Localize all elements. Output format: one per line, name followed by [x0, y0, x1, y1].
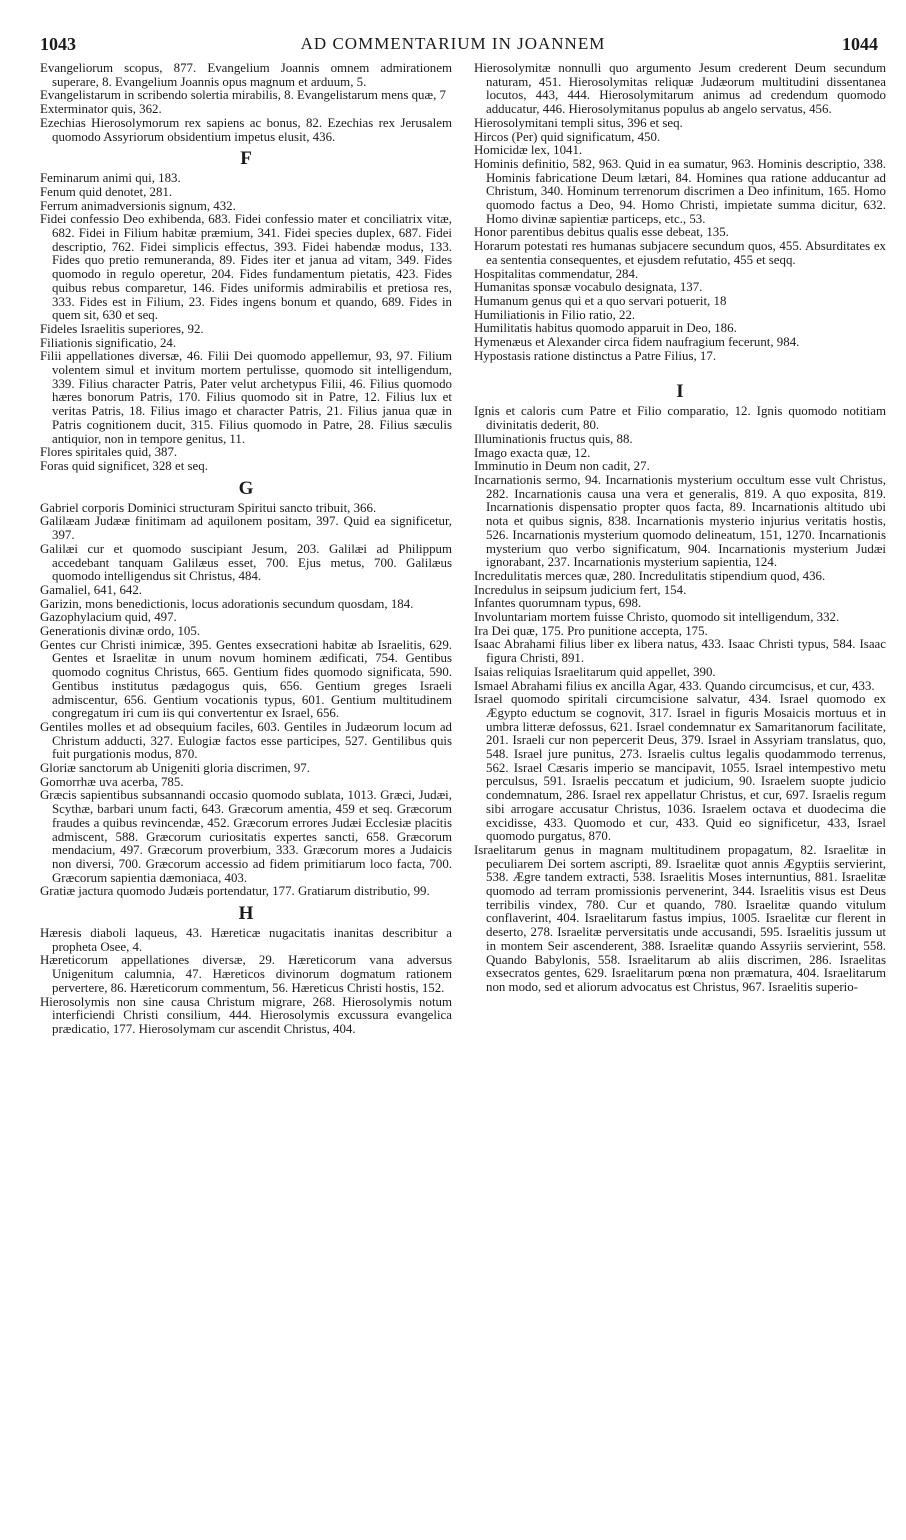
section-e — [40, 62, 452, 144]
index-entry: Incarnationis sermo, 94. Incarnationis mysterium occultum esse vult Christus, 282. Incarnationis causa una vera et generalis, 819. A quo exposita, 819. Incarnationis dispensatio propter quos facta, 89. Incarnationis altitudo ubi nota et quibus signis, 838. Incarnationis mysterio injurius veritatis hostis, 526. Incarnationis mysterium quomodo delineatum, 151, 1270. Incarnationis mysterium quo verbo significatum, 904. Incarnationis mysterium Judæi ignorabant, 237. Incarnationis mysterium sapientia, 124. — [474, 472, 886, 570]
index-entry: Humiliationis in Filio ratio, 22. — [474, 307, 636, 322]
section-h — [40, 927, 452, 1037]
index-entry: Hierosolymitæ nonnulli quo argumento Jesum crederent Deum secundum naturam, 451. Hierosolymitas reliquæ Judæorum multitudini dissentanea locutos, 443, 444. Hierosolymitarum animus ad credendum quomodo adducatur, 446. Hierosolymitanus populus ab angelo servatus, 456. — [474, 62, 886, 117]
index-entry: Hircos (Per) quid significatum, 450. — [474, 129, 661, 144]
index-entry: Homicidæ lex, 1041. — [474, 143, 583, 158]
index-entry: Fideles Israelitis superiores, 92. — [40, 321, 204, 336]
index-entry: Imminutio in Deum non cadit, 27. — [474, 459, 650, 474]
section-letter-g: G — [238, 477, 254, 499]
index-entry: Evangelistarum in scribendo solertia mirabilis, 8. Evangelistarum mens quæ, 7 — [40, 88, 446, 103]
index-entry: Gratiæ jactura quomodo Judæis portendatur, 177. Gratiarum distributio, 99. — [40, 884, 430, 899]
index-entry: Ira Dei quæ, 175. Pro punitione accepta, 175. — [474, 623, 708, 638]
section-letter-f: F — [240, 148, 252, 170]
index-entry: Hymenæus et Alexander circa fidem naufragium fecerunt, 984. — [474, 335, 800, 350]
index-entry: Galilæam Judææ finitimam ad aquilonem positam, 397. Quid ea significetur, 397. — [40, 514, 452, 543]
index-entry: Gloriæ sanctorum ab Unigeniti gloria discrimen, 97. — [40, 761, 310, 776]
index-entry: Fenum quid denotet, 281. — [40, 184, 173, 199]
index-entry: Honor parentibus debitus qualis esse debeat, 135. — [474, 225, 729, 240]
index-entry: Hospitalitas commendatur, 284. — [474, 266, 639, 281]
index-entry: Foras quid significet, 328 et seq. — [40, 458, 208, 473]
index-entry: Ferrum animadversionis signum, 432. — [40, 198, 236, 213]
running-title: AD COMMENTARIUM IN JOANNEM — [300, 34, 606, 53]
index-entry: Humilitatis habitus quomodo apparuit in Deo, 186. — [474, 321, 737, 336]
index-entry: Imago exacta quæ, 12. — [474, 445, 591, 460]
index-entry: Isaac Abrahami filius liber ex libera natus, 433. Isaac Christi typus, 584. Isaac figura Christi, 891. — [474, 637, 886, 666]
index-entry: Fidei confessio Deo exhibenda, 683. Fidei confessio mater et conciliatrix vitæ, 682. Fidei in Filium habitæ præmium, 341. Fidei species duplex, 687. Fidei descriptio, 762. Fidei simplicis effectus, 393. Fidei habendæ modus, 133. Fides quo pretio remuneranda, 89. Fides iter et janua ad vitam, 349. Fides quomodo in regulo operetur, 204. Fides fundamentum pietatis, 423. Fides quibus rebus comparetur, 146. Fides uniformis admirabilis et pretiosa res, 333. Fides est in Filium, 23. Fides ingens bonum et quando, 689. Fides in quem sit, 630 et seq. — [40, 212, 452, 323]
index-entry: Involuntariam mortem fuisse Christo, quomodo sit intelligendum, 332. — [474, 610, 840, 625]
index-entry: Ismael Abrahami filius ex ancilla Agar, 433. Quando circumcisus, et cur, 433. — [474, 678, 875, 693]
index-entry: Feminarum animi qui, 183. — [40, 171, 181, 186]
index-entry: Generationis divinæ ordo, 105. — [40, 624, 201, 639]
index-entry: Hierosolymis non sine causa Christum migrare, 268. Hierosolymis notum interficiendi Christi consilium, 444. Hierosolymis excussura evangelica prædicatio, 177. Hierosolymam cur ascendit Christus, 404. — [40, 994, 452, 1036]
index-entry: Exterminator quis, 362. — [40, 102, 162, 117]
spacer — [474, 363, 886, 377]
section-f — [40, 172, 452, 473]
index-entry: Gomorrhæ uva acerba, 785. — [40, 774, 184, 789]
section-g — [40, 502, 452, 899]
index-entry: Hæreticorum appellationes diversæ, 29. Hæreticorum vana adversus Unigenitum calumnia, 47. Hæreticos divinorum dogmatum rationem pervertere, 86. Hæreticorum commentum, 56. Hæreticus Christi hostis, 152. — [40, 953, 452, 995]
index-entry: Filii appellationes diversæ, 46. Filii Dei quomodo appellemur, 93, 97. Filium volentem simul et invitum mortem pertulisse, quomodo sit intelligendum, 339. Filius character Patris, Pater velut archetypus Filii, 46. Filius quomodo hæres bonorum Patris, 170. Filius quomodo sit in Patre, 12. Filius lux et veritas Patris, 18. Filius imago et character Patris, 21. Filius janua quæ in Patris cognitionem ducit, 315. Filius quomodo in Patre, 28. Filius sæculis antiquior, non in tempore genitus, 11. — [40, 349, 452, 446]
index-entry: Evangeliorum scopus, 877. Evangelium Joannis omnem admirationem superare, 8. Evangelium Joannis opus magnum et arduum, 5. — [40, 62, 452, 89]
index-entry: Humanum genus qui et a quo servari potuerit, 18 — [474, 293, 727, 308]
right-column — [474, 62, 886, 1526]
section-letter-h: H — [238, 903, 254, 925]
index-entry: Humanitas sponsæ vocabulo designata, 137. — [474, 280, 703, 295]
index-entry: Gentes cur Christi inimicæ, 395. Gentes exsecrationi habitæ ab Israelitis, 629. Gentes et Israelitæ in unum novum hominem ædificati, 754. Gentibus quomodo cognitus Christus, 665. Gentium fides quomodo significata, 590. Gentibus institutus pædagogus quis, 656. Gentium greges Israeli admiscentur, 656. Gentium vocationis typus, 601. Gentium multitudinem congregatum iri cum iis qui convertentur ex Israel, 656. — [40, 637, 452, 721]
index-entry: Hæresis diaboli laqueus, 43. Hæreticæ nugacitatis inanitas describitur a propheta Osee, 4. — [40, 926, 452, 954]
index-entry: Ignis et caloris cum Patre et Filio comparatio, 12. Ignis quomodo notitiam divinitatis dederit, 80. — [474, 404, 886, 433]
index-entry: Græcis sapientibus subsannandi occasio quomodo sublata, 1013. Græci, Judæi, Scythæ, barbari unum facti, 643. Græcorum amentia, 459 et seq. Græcorum fraudes a quibus revincendæ, 452. Græcorum errores Judæi Ecclesiæ placitis admiscent, 588. Græcorum curiositatis expertes sancti, 658. Græcorum mendacium, 497. Græcorum proverbium, 333. Græcorum mores a Judaicis non diversi, 700. Græcorum accessio ad fidem primitiarum loco facta, 700. Græcorum sapientia dæmoniaca, 403. — [40, 788, 452, 885]
index-entry: Hypostasis ratione distinctus a Patre Filius, 17. — [474, 348, 717, 363]
section-letter-i: I — [676, 381, 684, 403]
section-i — [474, 405, 886, 994]
section-h-continued — [474, 62, 886, 363]
index-entry: Illuminationis fructus quis, 88. — [474, 431, 633, 446]
index-entry: Infantes quorumnam typus, 698. — [474, 596, 642, 611]
column-number-left: 1043 — [40, 34, 76, 54]
index-entry: Filiationis significatio, 24. — [40, 335, 177, 350]
index-entry: Hierosolymitani templi situs, 396 et seq. — [474, 115, 683, 130]
index-entry: Garizin, mons benedictionis, locus adorationis secundum quosdam, 184. — [40, 596, 414, 611]
index-entry: Gabriel corporis Dominici structuram Spiritui sancto tribuit, 366. — [40, 500, 377, 515]
index-entry: Horarum potestati res humanas subjacere secundum quos, 455. Absurditates ex ea sententia consequentes, et ejusdem refutatio, 455 et seqq. — [474, 239, 886, 267]
index-entry: Israelitarum genus in magnam multitudinem propagatum, 82. Israelitæ in peculiarem Dei sortem ascripti, 89. Israelitæ quot annis Ægyptiis servierint, 538. Ægre tandem extracti, 538. Israelitis Moses internuntius, 881. Israelitæ quomodo ad terram promissionis pervenerint, 344. Israelitis visus est Deus terribilis vindex, 780. Cur et quando, 780. Israelitæ quando vitulum conflaverint, 404. Israelitarum fastus impius, 1005. Israelitæ cur flerent in deserto, 278. Israelitæ perversitatis unde accusandi, 595. Israelitis jussum ut in montem Seir ascenderent, 388. Israelitæ quando Assyriis servierint, 558. Quando Babylonis, 558. Israelitarum ab aliis discrimen, 286. Israelitas exsecratos gentes, 629. Israelitarum pœna non præmatura, 404. Israelitarum non modo, sed et aliorum advocatus est Christus, 967. Israelitis superio- — [474, 842, 886, 994]
index-entry: Isaias reliquias Israelitarum quid appellet, 390. — [474, 664, 716, 679]
index-entry: Galilæi cur et quomodo suscipiant Jesum, 203. Galilæi ad Philippum accedebant tanquam Galilæus esset, 700. Ejus metus, 700. Galilæus quomodo intelligendus sit Christus, 484. — [40, 541, 452, 584]
index-entry: Ezechias Hierosolymorum rex sapiens ac bonus, 82. Ezechias rex Jerusalem quomodo Assyriorum obsidentium impetus elusit, 436. — [40, 115, 452, 144]
left-column — [40, 62, 452, 1526]
index-entry: Gentiles molles et ad obsequium faciles, 603. Gentiles in Judæorum locum ad Christum adducti, 327. Eulogiæ factos esse participes, 527. Gentilibus quis fuit purgationis modus, 870. — [40, 719, 452, 762]
index-entry: Incredulitatis merces quæ, 280. Incredulitatis stipendium quod, 436. — [474, 568, 826, 583]
index-entry: Flores spiritales quid, 387. — [40, 445, 178, 460]
page-header — [28, 34, 878, 58]
index-entry: Gazophylacium quid, 497. — [40, 610, 177, 625]
index-entry: Israel quomodo spiritali circumcisione salvatur, 434. Israel quomodo ex Ægypto eductum se cognovit, 317. Israel in figuris Mosaicis mortuus et in umbra litteræ defossus, 621. Israel condemnatur ex Samaritanorum facilitate, 201. Israeli cur non pepercerit Deus, 379. Israel in Assyriam translatus, quo, 548. Israel jure punitus, 273. Israelis cultus legalis quodammodo terrenus, 562. Israel Cæsaris imperio se mancipavit, 1055. Israel intempestivo metu perculsus, 591. Israelis peccatum et judicium, 90. Israelem suopte judicio condemnatum, 286. Israel rex appellatur Christus, et cur, 697. Israelis regum sibi arrogare accusatur Christus, 1036. Israelem octava et duodecima die excidisse, 433. Quomodo et cur, 433. Quid eo significetur, 433, Israel quomodo purgatus, 870. — [474, 692, 886, 844]
column-number-right: 1044 — [842, 34, 878, 54]
index-entry: Hominis definitio, 582, 963. Quid in ea sumatur, 963. Hominis descriptio, 338. Hominis fabricatione Deum lætari, 84. Homines qua ratione adducantur ad Christum, 340. Hominum terrenorum discrimen a Deo infinitum, 165. Homo quomodo factus a Deo, 94. Homo Christi, impietate summa dicitur, 632. Homo divinæ sapientiæ particeps, etc., 53. — [474, 156, 886, 226]
index-entry: Gamaliel, 641, 642. — [40, 582, 143, 597]
index-entry: Incredulus in seipsum judicium fert, 154. — [474, 582, 687, 597]
